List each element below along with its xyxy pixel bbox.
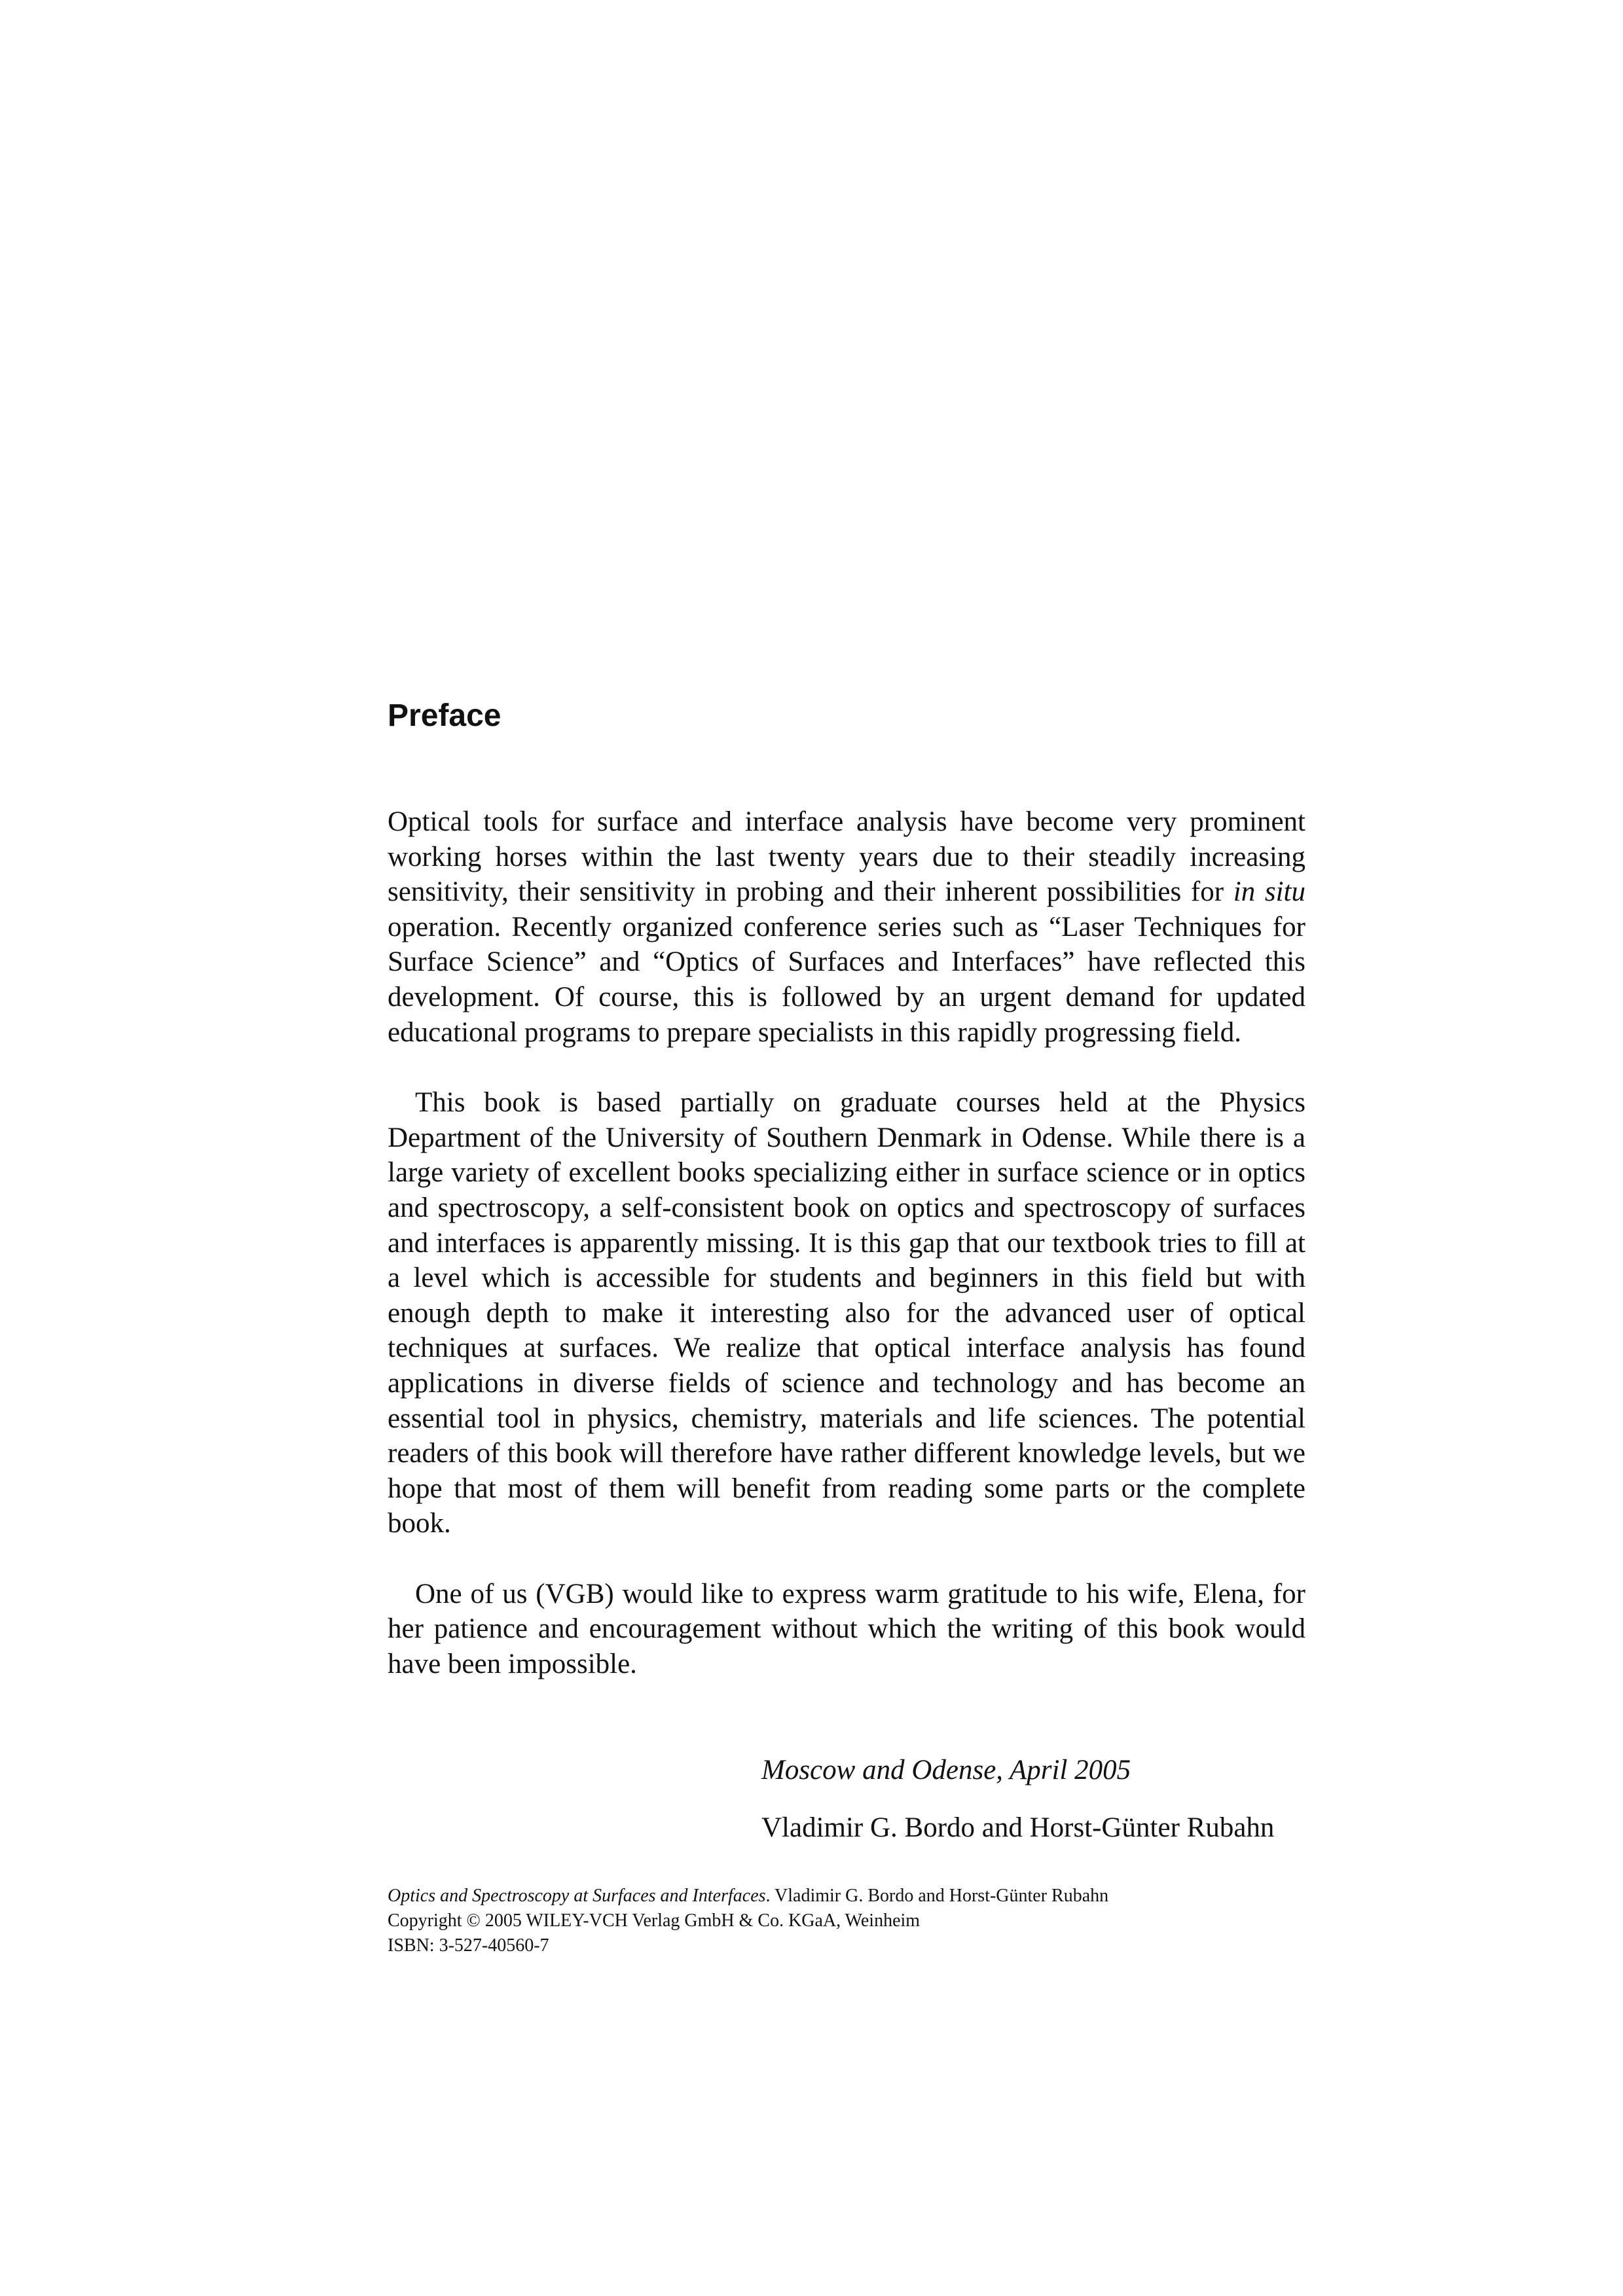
preface-paragraph-1 [388,804,1305,1050]
preface-body [388,804,1305,1682]
footer-title-line [388,1884,1305,1909]
paragraph-1-in-situ: in situ [1233,876,1306,908]
place-and-date: Moscow and Odense, April 2005 [761,1755,1131,1785]
footer-isbn: ISBN: 3-527-40560-7 [388,1935,549,1956]
footer-book-title: Optics and Spectroscopy at Surfaces and Interfaces [388,1886,766,1906]
preface-paragraph-3: One of us (VGB) would like to express warm gratitude to his wife, Elena, for her patience and encouragement without which the writing of this book would have been impossible. [388,1578,1305,1680]
preface-paragraph-2: This book is based partially on graduate courses held at the Physics Department of the University of Southern Denmark in Odense. While there is a large variety of excellent books specializing either in surface science or in optics and spectroscopy, a self-consistent book on optics and spectroscopy of surfaces and interfaces is apparently missing. It is this gap that our textbook tries to fill at a level which is accessible for students and beginners in this field but with enough depth to make it interesting also for the advanced user of optical techniques at surfaces. We realize that optical interface analysis has found applications in diverse fields of science and technology and has become an essential tool in physics, chemistry, materials and life sciences. The potential readers of this book will therefore have rather different knowledge levels, but we hope that most of them will benefit from reading some parts or the complete book. [388,1087,1305,1539]
paragraph-1-text-b: operation. Recently organized conference series such as “Laser Techniques for Surface Science” and “Optics of Surfaces and Interfaces” have reflected this development. Of course, this is followed by an urgent demand for updated educational programs to prepare specialists in this rapidly progressing field. [388,911,1305,1048]
page-title: Preface [388,698,501,733]
footer-title-suffix: . Vladimir G. Bordo and Horst-Günter Rubahn [765,1886,1109,1906]
footer-copyright: Copyright © 2005 WILEY-VCH Verlag GmbH & Co. KGaA, Weinheim [388,1910,921,1931]
signature-authors: Vladimir G. Bordo and Horst-Günter Rubahn [761,1812,1275,1843]
signature-block [761,1751,1305,1848]
paragraph-1-text-a: Optical tools for surface and interface analysis have become very prominent working horses within the last twenty years due to their steadily increasing sensitivity, their sensitivity in probing and their inherent possibilities for [388,806,1305,908]
copyright-footer [388,1884,1305,1958]
